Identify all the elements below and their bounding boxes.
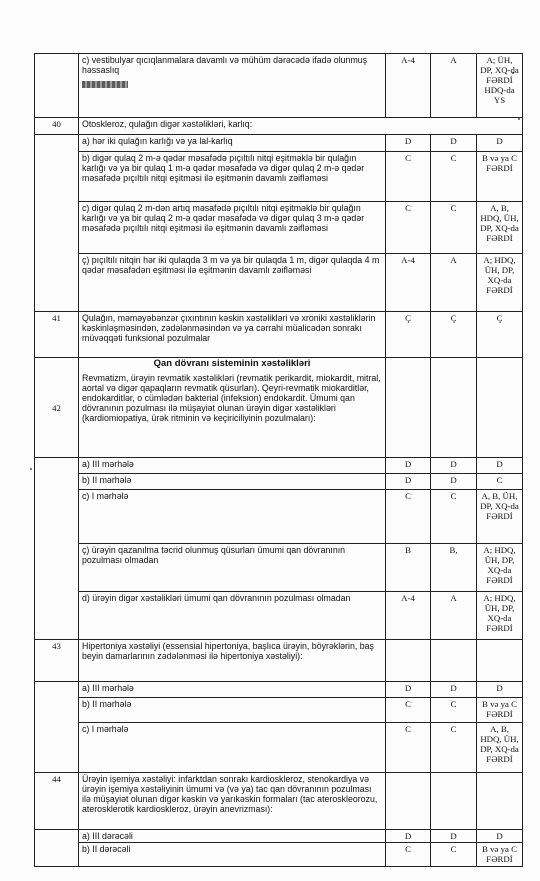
table-row	[35, 592, 523, 640]
table-row	[35, 118, 523, 135]
category-a: C	[386, 843, 431, 867]
category-c: B və ya C FƏRDİ	[477, 698, 523, 723]
category-b: D	[431, 458, 477, 474]
category-b: C	[431, 698, 477, 723]
category-b: D	[431, 682, 477, 698]
row-description: c) vestibulyar qıcıqlanmalara davamlı və mühüm dərəcədə ifadə olunmuş həssaslıq	[79, 54, 386, 118]
row-number: 40	[35, 118, 79, 135]
table-row	[35, 474, 523, 490]
category-b: C	[431, 723, 477, 773]
row-description: ç) ürəyin qazanılma təcrid olunmuş qüsurları ümumi qan dövranının pozulması olmadan	[79, 544, 386, 592]
row-description: ç) pıçıltılı nitqin hər iki qulaqda 3 m və ya bir qulaqda 1 m, digər qulaqda 4 m qədər məsafədən eşitməsi ilə eşitmənin davamlı zəifləməsi	[79, 254, 386, 312]
scan-speck	[30, 468, 32, 470]
table-row	[35, 202, 523, 254]
row-description: Qan dövranı sisteminin xəstəlikləri Revmatizm, ürəyin revmatik xəstəlikləri (revmatik perikardit, miokardit, mitral, aortal və digər qapaqların revmatik qüsurları). Qeyri-revmatik miokarditlər, endokarditlər, o cümlədən bakterial (infeksion) endokardit. Ümumi qan dövranının pozulması ilə müşayiət olunan ürəyin digər xəstəlikləri (kardiomiopatiya, ürək ritminin və keçiriciliyinin pozulmaları):	[79, 358, 386, 458]
row-description: c) I mərhələ	[79, 723, 386, 773]
table-row	[35, 135, 523, 152]
table-row	[35, 358, 523, 458]
row-description: d) ürəyin digər xəstəlikləri ümumi qan dövranının pozulması olmadan	[79, 592, 386, 640]
table-row	[35, 640, 523, 682]
category-c: B və ya C FƏRDİ	[477, 843, 523, 867]
row-number-span	[35, 458, 79, 640]
table-row	[35, 773, 523, 830]
category-b: A	[431, 54, 477, 118]
table-row	[35, 54, 523, 118]
category-a: C	[386, 723, 431, 773]
category-b: A	[431, 254, 477, 312]
row-description: Ürəyin işemiya xəstəliyi: infarktdan sonrakı kardioskleroz, stenokardiya və ürəyin işemiya xəstəliyinin ümumi və (və ya) tac qan dövranının pozulması ilə müşayiət olunan digər kəskin və yarıkəskin formaları (tac ateroskleorozu, aterosklerotik kardioskleroz, ürəyin anevrizması):	[79, 773, 386, 830]
row-description: c) digər qulaq 2 m-dən artıq məsafədə pıçıltılı nitqi eşitməklə bir qulağın karlığı və ya bir qulaq 2 m-ə qədər məsafədə və digər qulaq 3 m-ə qədər məsafədə pıçıltılı nitqi eşitməsi ilə eşitmənin davamlı zəifləməsi	[79, 202, 386, 254]
category-a: D	[386, 474, 431, 490]
category-b: A	[431, 592, 477, 640]
category-b: C	[431, 152, 477, 202]
category-a: A-4	[386, 54, 431, 118]
category-a: Ç	[386, 312, 431, 358]
category-c: A, B, HDQ, ÜH, DP, XQ-da FƏRDİ	[477, 202, 523, 254]
row-number	[35, 54, 79, 118]
category-c: Ç	[477, 312, 523, 358]
row-description: b) II dərəcəli	[79, 843, 386, 867]
empty-cell	[477, 773, 523, 830]
category-a: D	[386, 458, 431, 474]
table-row	[35, 723, 523, 773]
section-title: Qan dövranı sisteminin xəstəlikləri	[153, 358, 311, 369]
empty-cell	[386, 773, 431, 830]
row-description: a) III mərhələ	[79, 458, 386, 474]
empty-cell	[477, 640, 523, 682]
table-row	[35, 544, 523, 592]
category-a: D	[386, 682, 431, 698]
category-a: D	[386, 135, 431, 152]
category-b: Ç	[431, 312, 477, 358]
category-c: D	[477, 682, 523, 698]
row-description: a) hər iki qulağın karlığı və ya lal-karlıq	[79, 135, 386, 152]
table-row	[35, 254, 523, 312]
category-b: D	[431, 830, 477, 843]
empty-cell	[477, 358, 523, 458]
category-b: D	[431, 135, 477, 152]
row-description: Hipertoniya xəstəliyi (essensial hipertoniya, başlıca ürəyin, böyrəklərin, baş beyin damarlarının zədələnməsi ilə hipertoniya xəstəliyi):	[79, 640, 386, 682]
category-c: D	[477, 135, 523, 152]
category-a: A-4	[386, 254, 431, 312]
row-description: b) digər qulaq 2 m-ə qədər məsafədə pıçıltılı nitqi eşitməklə bir qulağın karlığı və ya bir qulaq 1 m-ə qədər məsafədə və digər qulaq 2 m-ə qədər məsafədə pıçıltılı nitqi eşitməsi ilə eşitmənin davamlı zəifləməsi	[79, 152, 386, 202]
category-c: A, B, ÜH, DP, XQ-da FƏRDİ	[477, 490, 523, 544]
row-description: b) II mərhələ	[79, 474, 386, 490]
empty-cell	[431, 640, 477, 682]
table-row	[35, 458, 523, 474]
table-row	[35, 830, 523, 843]
category-a: C	[386, 698, 431, 723]
row-description: a) III mərhələ	[79, 682, 386, 698]
classification-table	[34, 53, 523, 867]
category-c: A, B, HDQ, ÜH, DP, XQ-da FƏRDİ	[477, 723, 523, 773]
redacted-mark	[82, 81, 128, 88]
category-c: A; HDQ, ÜH, DP, XQ-da FƏRDİ	[477, 254, 523, 312]
empty-cell	[386, 358, 431, 458]
row-description: Otoskleroz, qulağın digər xəstəlikləri, karlıq:	[79, 118, 523, 135]
category-c: D	[477, 830, 523, 843]
row-number-span	[35, 682, 79, 773]
row-number-span	[35, 135, 79, 312]
row-number: 42	[35, 358, 79, 458]
category-b: C	[431, 490, 477, 544]
category-c: A; ÜH, DP, XQ-da FƏRDİ HDQ-da YS	[477, 54, 523, 118]
category-a: C	[386, 152, 431, 202]
category-c: C	[477, 474, 523, 490]
category-a: B	[386, 544, 431, 592]
category-c: B və ya C FƏRDİ	[477, 152, 523, 202]
category-b: D	[431, 474, 477, 490]
category-a: C	[386, 490, 431, 544]
category-a: D	[386, 830, 431, 843]
row-number: 44	[35, 773, 79, 830]
row-number: 41	[35, 312, 79, 358]
table-row	[35, 682, 523, 698]
category-c: A; HDQ, ÜH, DP, XQ-da FƏRDİ	[477, 544, 523, 592]
category-b: B,	[431, 544, 477, 592]
category-c: A; HDQ, ÜH, DP, XQ-da FƏRDİ	[477, 592, 523, 640]
empty-cell	[431, 773, 477, 830]
row-description: a) III dərəcəli	[79, 830, 386, 843]
table-row	[35, 843, 523, 867]
category-b: C	[431, 843, 477, 867]
table-row	[35, 312, 523, 358]
row-number: 43	[35, 640, 79, 682]
table-row	[35, 152, 523, 202]
category-a: A-4	[386, 592, 431, 640]
row-description: b) II mərhələ	[79, 698, 386, 723]
empty-cell	[431, 358, 477, 458]
row-number-span	[35, 830, 79, 867]
category-c: D	[477, 458, 523, 474]
empty-cell	[386, 640, 431, 682]
category-a: C	[386, 202, 431, 254]
table-row	[35, 490, 523, 544]
row-description: c) I mərhələ	[79, 490, 386, 544]
category-b: C	[431, 202, 477, 254]
table-row	[35, 698, 523, 723]
row-description: Qulağın, məməyəbənzər çıxıntının kəskin xəstəlikləri və xroniki xəstəliklərin kəskinləşməsindən, zədələnməsindən və ya cərrahi müalicədən sonrakı müvəqqəti funksional pozulmalar	[79, 312, 386, 358]
